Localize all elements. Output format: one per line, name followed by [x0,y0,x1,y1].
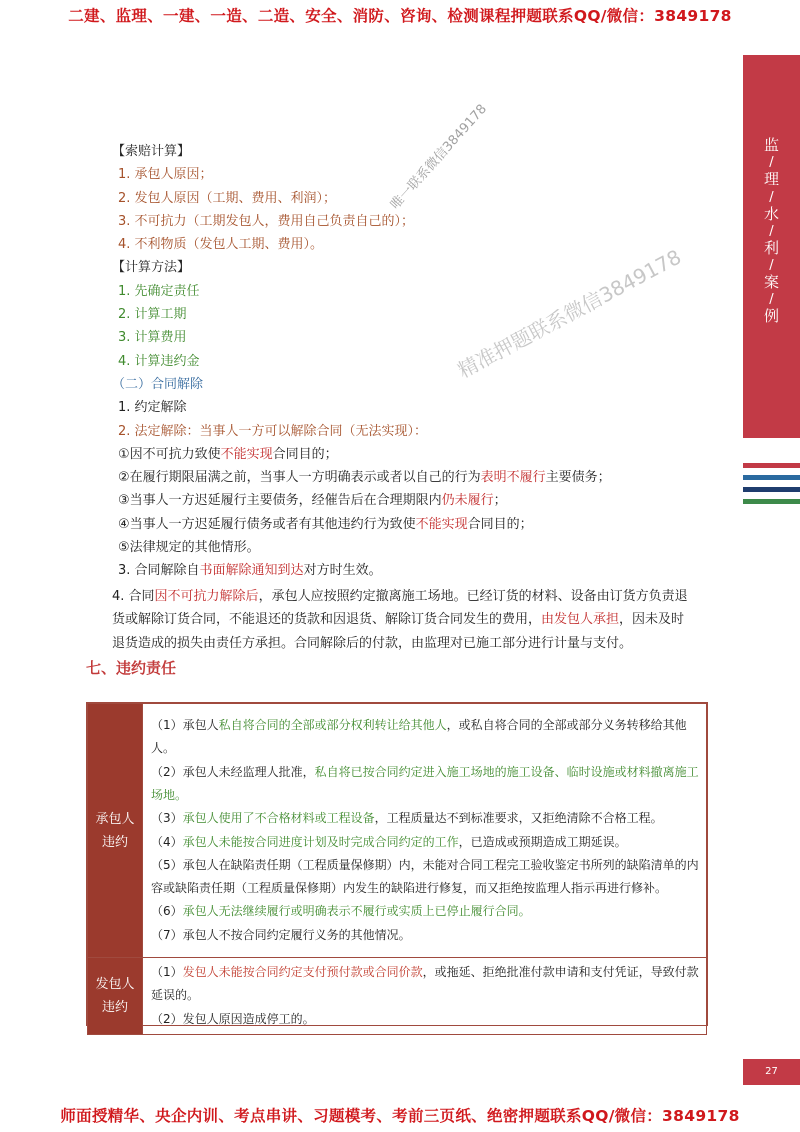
condition-5: ⑤法律规定的其他情形。 [118,540,260,556]
decorative-stripes [743,463,800,511]
contractor-item-2 [151,761,700,808]
claims-item: 2. 发包人原因（工期、费用、利润）； [118,190,337,206]
watermark-small: 唯一联系微信3849178 [387,101,491,213]
para-text: 4. 合同 [112,589,155,604]
item-text: ，已造成或预期造成工期延误。 [458,834,627,849]
side-tab-separator: / [769,292,774,308]
claims-heading: 【索赔计算】 [112,144,191,159]
main-content [112,140,732,583]
method-item: 3. 计算费用 [118,330,187,346]
item-highlight: 承包人无法继续履行或明确表示不履行或实质上已停止履行合同。 [182,904,531,919]
side-tab-char: 案 [763,273,779,291]
condition-text: 合同目的； [272,446,338,462]
employer-item-2: （2）发包人原因造成停工的。 [151,1011,315,1026]
item-text: ，或私自将合同的全部或部分义务转移给其他人。 [151,718,687,756]
item-text: （6） [151,904,183,919]
condition-3 [112,489,732,512]
method-item: 1. 先确定责任 [118,283,200,299]
item-highlight: 承包人使用了不合格材料或工程设备 [182,811,375,826]
contractor-item-1 [151,714,700,761]
item-text: （3） [151,811,183,826]
agreed-termination: 1. 约定解除 [118,400,187,416]
condition-highlight: 不能实现 [220,446,273,462]
legal-termination: 2. 法定解除：当事人一方可以解除合同（无法实现）： [118,423,428,439]
section-title-breach: 七、违约责任 [86,659,177,677]
effect-text: 3. 合同解除自 [118,563,200,579]
side-tab-separator: / [769,258,774,273]
item-text: （2）承包人未经监理人批准， [151,764,315,779]
condition-text: ①因不可抗力致使 [118,446,221,462]
breach-table [86,702,708,1026]
contractor-item-4 [151,831,700,854]
side-tab-char: 理 [763,170,779,189]
condition-highlight: 不能实现 [415,516,468,532]
effect-highlight: 书面解除通知到达 [199,563,304,579]
side-chapter-tab [743,55,800,438]
contractor-breach-items [143,704,707,958]
side-tab-char: 利 [763,238,779,257]
para-text: ，承包人应按照约定撤离施工场地。已经订货的材料、设备由订货方负责退货或解除订货合同，不能退还的货款和因退货、解除订货合同发生的费用， [112,589,688,628]
termination-effect [112,559,732,582]
condition-2 [112,466,732,489]
condition-1 [112,443,732,466]
condition-highlight: 仍未履行 [441,493,494,509]
stripe-blue [743,475,800,480]
side-tab-char: 例 [763,307,779,326]
item-highlight: 承包人未能按合同进度计划及时完成合同约定的工作 [182,834,459,849]
condition-text: 合同目的； [467,516,533,532]
stripe-navy [743,487,800,492]
condition-highlight: 表明不履行 [480,470,546,486]
condition-text: ； [493,493,507,509]
claims-item: 3. 不可抗力（工期发包人，费用自己负责自己的）； [118,213,415,229]
effect-text: 对方时生效。 [303,563,382,579]
item-text: ，工程质量达不到标准要求，又拒绝清除不合格工程。 [374,811,663,826]
condition-text: 主要债务； [545,470,611,486]
item-text: （4） [151,834,183,849]
claims-item: 4. 不利物质（发包人工期、费用）。 [118,237,324,253]
condition-4 [112,513,732,536]
item-text: ，或拖延、拒绝批准付款申请和支付凭证，导致付款延误的。 [151,965,699,1003]
item-text: （1） [151,965,183,979]
force-majeure-paragraph [112,585,692,655]
bottom-promo-banner: 师面授精华、央企内训、考点串讲、习题模考、考前三页纸、绝密押题联系QQ/微信：3849178 [60,1107,740,1125]
para-text: ，因未及时退货造成的损失由责任方承担。合同解除后的付款，由监理对已施工部分进行计量与支付。 [112,612,685,651]
contractor-item-5: （5）承包人在缺陷责任期（工程质量保修期）内，未能对合同工程完工验收鉴定书所列的缺陷清单的内容或缺陷责任期（工程质量保修期）内发生的缺陷进行修复，而又拒绝按监理人指示再进行修补。 [151,857,699,896]
side-tab-separator: / [769,223,774,239]
method-heading: 【计算方法】 [112,260,191,276]
method-item: 2. 计算工期 [118,307,187,323]
item-highlight: 私自将合同的全部或部分权利转让给其他人 [218,718,447,733]
page-number: 27 [743,1059,800,1085]
contractor-item-6 [151,900,700,923]
side-tab-separator: / [769,189,774,205]
para-highlight: 由发包人承担 [541,612,620,628]
item-highlight: 私自将已按合同约定进入施工场地的施工设备、临时设施或材料撤离施工场地。 [151,764,699,802]
contractor-item-3 [151,807,700,830]
condition-text: ③当事人一方迟延履行主要债务，经催告后在合理期限内 [118,493,442,509]
method-item: 4. 计算违约金 [118,353,200,369]
employer-breach-items [143,958,707,1035]
side-tab-char: 水 [763,204,779,223]
item-highlight: 发包人未能按合同约定支付预付款或合同价款 [182,965,423,979]
employer-label-text: 发包人 违约 [95,976,135,1015]
stripe-red [743,463,800,468]
watermark-large: 精准押题联系微信3849178 [453,244,686,383]
stripe-green [743,499,800,504]
employer-item-1 [151,961,700,1008]
employer-breach-label [88,958,143,1035]
contractor-breach-label [88,704,143,958]
side-tab-separator: / [769,155,774,171]
contractor-item-7: （7）承包人不按合同约定履行义务的其他情况。 [151,927,411,942]
claims-item: 1. 承包人原因； [118,167,213,183]
side-tab-char: 监 [763,136,779,154]
item-text: （1）承包人 [151,718,219,733]
top-promo-banner: 二建、监理、一建、一造、二造、安全、消防、咨询、检测课程押题联系QQ/微信：3849178 [68,7,732,25]
condition-text: ②在履行期限届满之前，当事人一方明确表示或者以自己的行为 [118,470,481,486]
contractor-label-text: 承包人 违约 [95,811,135,850]
para-highlight: 因不可抗力解除后 [154,589,259,604]
termination-heading: （二）合同解除 [112,376,204,392]
condition-text: ④当事人一方迟延履行债务或者有其他违约行为致使 [118,516,416,532]
